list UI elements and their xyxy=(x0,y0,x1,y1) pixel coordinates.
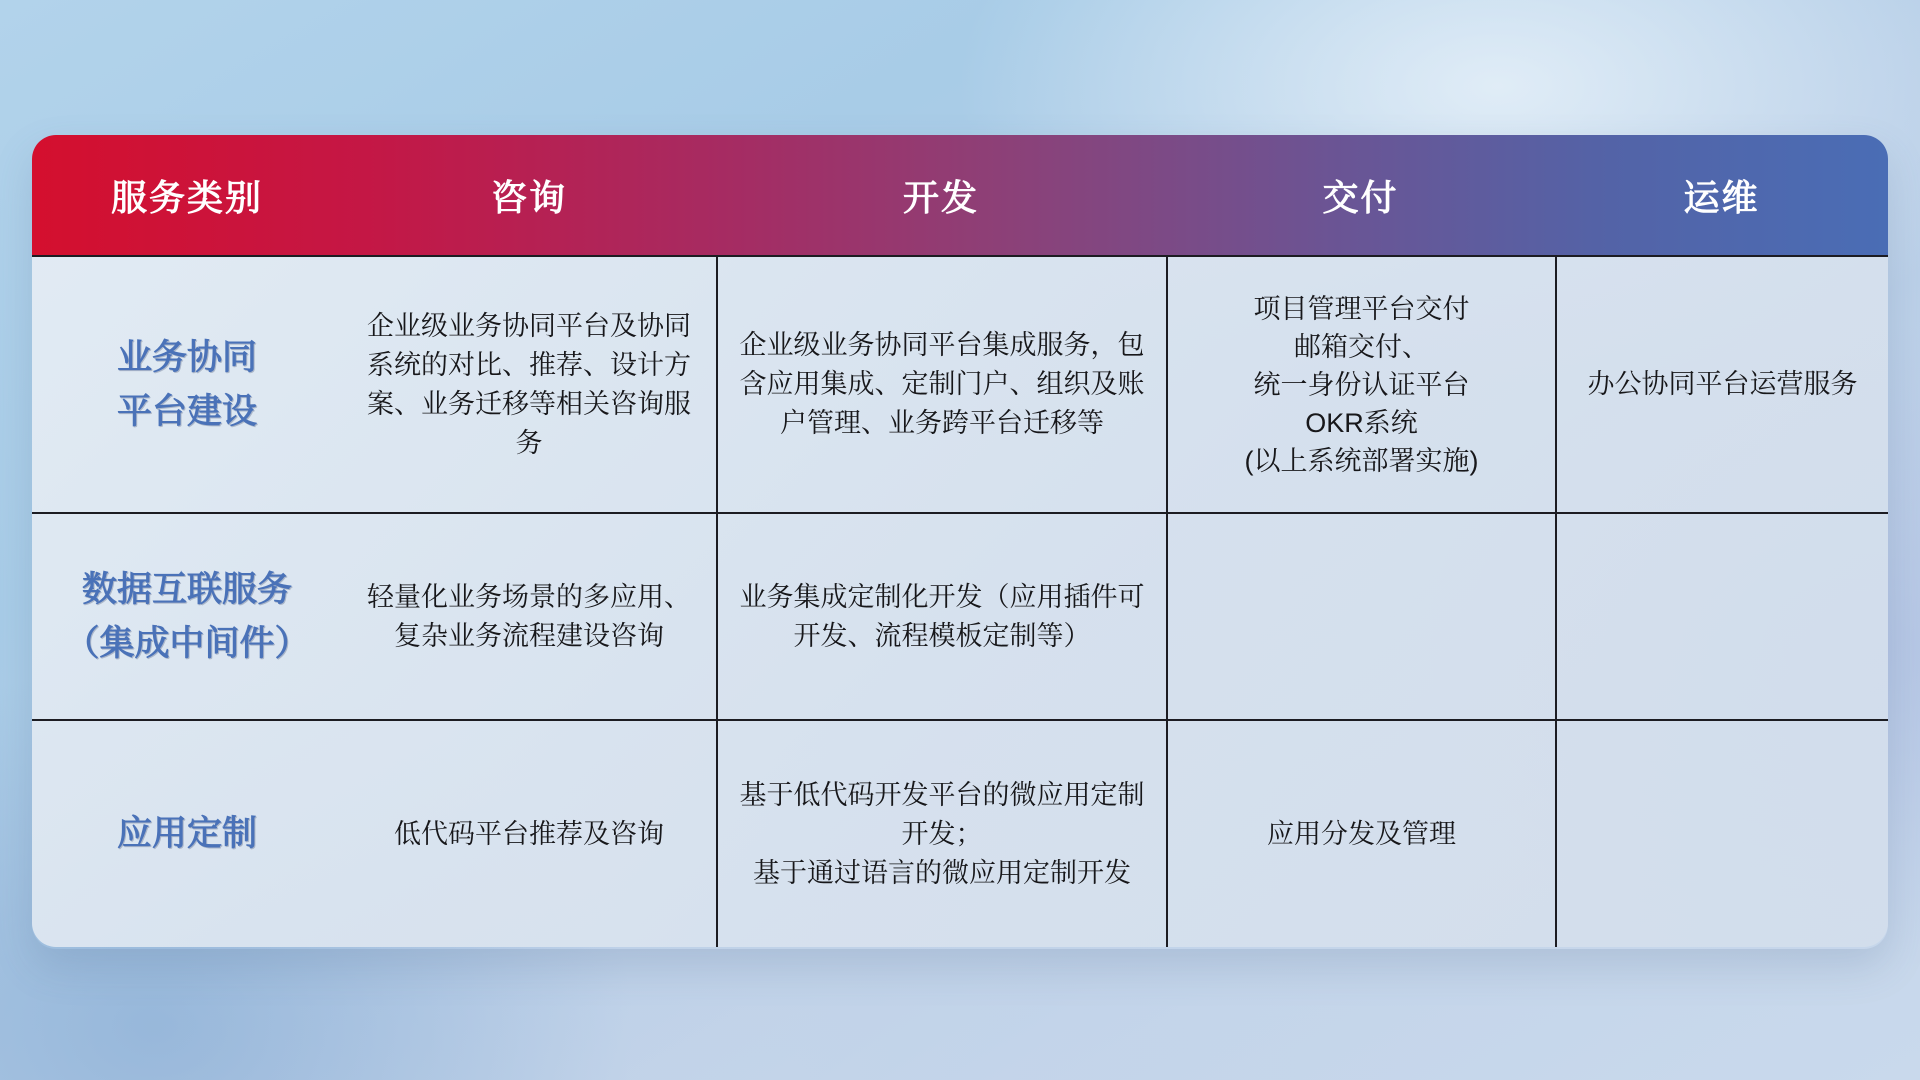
row2-development-cell: 业务集成定制化开发（应用插件可开发、流程模板定制等） xyxy=(716,514,1166,721)
row1-delivery-line2: 邮箱交付、 xyxy=(1294,331,1429,362)
row2-delivery-cell xyxy=(1166,514,1555,721)
row1-delivery-line4: OKR系统 xyxy=(1305,407,1418,438)
row3-consulting-cell: 低代码平台推荐及咨询 xyxy=(394,818,664,849)
row1-development-cell: 企业级业务协同平台集成服务，包含应用集成、定制门户、组织及账户管理、业务跨平台迁移等 xyxy=(716,257,1166,514)
header-delivery: 交付 xyxy=(1322,176,1399,218)
row1-delivery-line5: (以上系统部署实施) xyxy=(1244,445,1479,476)
row3-delivery-cell: 应用分发及管理 xyxy=(1166,721,1555,947)
row2-category xyxy=(32,514,342,721)
row2-category-line2: （集成中间件） xyxy=(64,623,310,663)
row1-delivery-line3: 统一身份认证平台 xyxy=(1253,369,1470,400)
row2-category-line1: 数据互联服务 xyxy=(81,569,292,609)
service-matrix-table xyxy=(32,135,1888,949)
row1-delivery-cell xyxy=(1166,257,1555,514)
row3-category-line1: 应用定制 xyxy=(116,814,257,853)
row3-development-line2: 基于通过语言的微应用定制开发 xyxy=(753,857,1131,888)
row3-category xyxy=(32,721,342,947)
row1-category xyxy=(32,257,342,514)
row1-category-line1: 业务协同 xyxy=(116,337,257,377)
row2-consulting-cell: 轻量化业务场景的多应用、复杂业务流程建设咨询 xyxy=(342,514,716,721)
header-development: 开发 xyxy=(902,176,979,218)
row3-development-line1: 基于低代码开发平台的微应用定制开发； xyxy=(739,779,1145,849)
row2-operations-cell xyxy=(1555,514,1888,721)
table-header-row xyxy=(32,135,1888,255)
row1-consulting-cell: 企业级业务协同平台及协同系统的对比、推荐、设计方案、业务迁移等相关咨询服务 xyxy=(342,257,716,514)
row3-operations-cell xyxy=(1555,721,1888,947)
row1-delivery-line1: 项目管理平台交付 xyxy=(1253,293,1470,324)
header-service-category: 服务类别 xyxy=(110,176,263,218)
row3-development-cell xyxy=(716,721,1166,947)
header-operations: 运维 xyxy=(1683,176,1760,218)
table-body xyxy=(32,255,1888,947)
row1-operations-cell: 办公协同平台运营服务 xyxy=(1555,257,1888,514)
row1-category-line2: 平台建设 xyxy=(116,391,257,431)
header-consulting: 咨询 xyxy=(490,176,567,218)
